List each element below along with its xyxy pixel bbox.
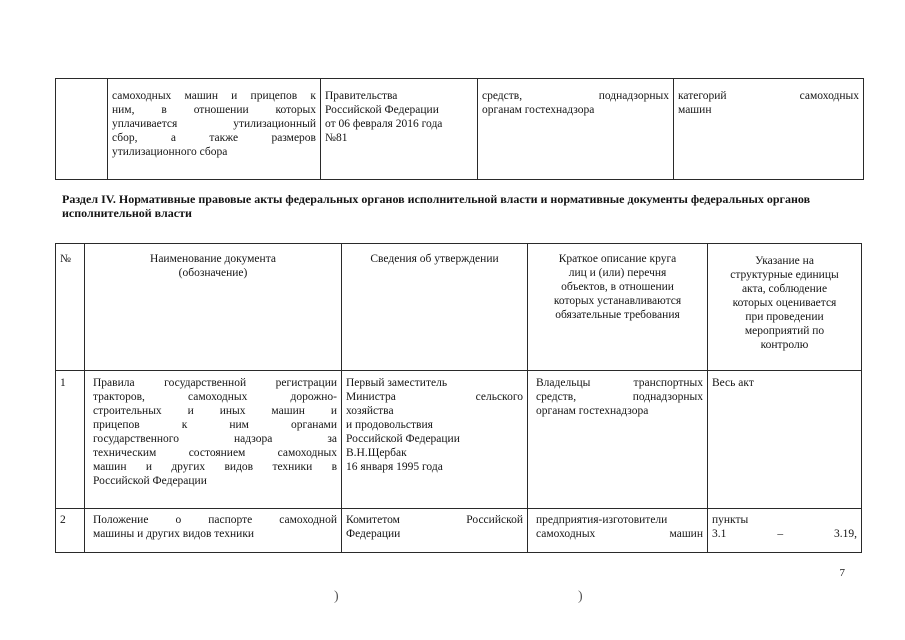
cell-line: ним, в отношении которых xyxy=(112,104,316,116)
section-title: Раздел IV. Нормативные правовые акты федеральных органов исполнительной власти и нормативные документы федеральных органов исполнительной власти xyxy=(62,192,811,220)
table-cell xyxy=(674,79,864,180)
cell-line: утилизационного сбора xyxy=(112,146,228,158)
row-units: Весь акт xyxy=(708,371,862,509)
row-num: 1 xyxy=(56,371,85,509)
header-name: Наименование документа (обозначение) xyxy=(85,244,342,371)
cell-line: сбор, а также размеров xyxy=(112,132,316,144)
cell-line: от 06 февраля 2016 года xyxy=(325,118,443,130)
row-approval: Комитетом Российской Федерации xyxy=(342,509,528,553)
table-row xyxy=(56,509,862,553)
page-number: 7 xyxy=(839,567,845,579)
regulations-table xyxy=(55,243,862,553)
row-description: предприятия-изготовители самоходных машин xyxy=(528,509,708,553)
table-cell xyxy=(321,79,478,180)
table-header-row xyxy=(56,244,862,371)
row-units: пункты 3.1 – 3.19, xyxy=(708,509,862,553)
cell-line: самоходных машин и прицепов к xyxy=(112,90,316,102)
continued-table xyxy=(55,78,864,180)
row-name: Правила государственной регистрации тракторов, самоходных дорожно- строительных и иных машин и прицепов к ним органами государственного надзора за техническим состоянием самоходных машин и других видов техники в Российской Федерации xyxy=(85,371,342,509)
cell-line: категорий самоходных xyxy=(678,90,859,102)
table-cell xyxy=(108,79,321,180)
cell-line: Российской Федерации xyxy=(325,104,439,116)
cell-line: №81 xyxy=(325,132,348,144)
header-description: Краткое описание круга лиц и (или) перечня объектов, в отношении которых устанавливаются обязательные требования xyxy=(528,244,708,371)
scan-mark: ) xyxy=(578,589,583,604)
table-row xyxy=(56,371,862,509)
table-cell xyxy=(56,79,108,180)
header-approval: Сведения об утверждении xyxy=(342,244,528,371)
header-num: № xyxy=(56,244,85,371)
row-num: 2 xyxy=(56,509,85,553)
cell-line: уплачивается утилизационный xyxy=(112,118,316,130)
cell-line: машин xyxy=(678,104,712,116)
cell-line: органам гостехнадзора xyxy=(482,104,595,116)
cell-line: Правительства xyxy=(325,90,398,102)
cell-line: средств, поднадзорных xyxy=(482,90,669,102)
scan-mark: ) xyxy=(334,589,339,604)
table-cell xyxy=(478,79,674,180)
table-row xyxy=(56,79,864,180)
row-name: Положение о паспорте самоходной машины и других видов техники xyxy=(85,509,342,553)
row-description: Владельцы транспортных средств, поднадзорных органам гостехнадзора xyxy=(528,371,708,509)
header-units: Указание на структурные единицы акта, соблюдение которых оценивается при проведении мероприятий по контролю xyxy=(708,244,862,371)
row-approval: Первый заместитель Министра сельского хозяйства и продовольствия Российской Федерации В.Н.Щербак 16 января 1995 года xyxy=(342,371,528,509)
